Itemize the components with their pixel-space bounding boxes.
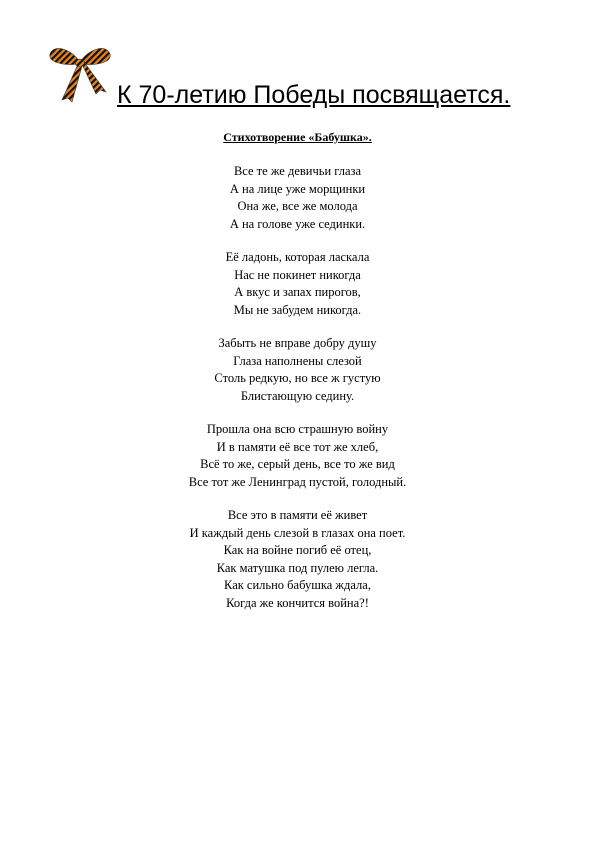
poem-line: Всё то же, серый день, все то же вид [200, 457, 395, 471]
poem-line: Как матушка под пулею легла. [216, 560, 379, 575]
poem-line: Все тот же Ленинград пустой, голодный. [188, 474, 407, 489]
poem-line: Столь редкую, но все ж густую [214, 371, 381, 385]
poem-line: Забыть не вправе добру душу [218, 336, 377, 350]
poem-stanza [0, 335, 595, 405]
poem-line: А вкус и запах пирогов, [234, 285, 361, 299]
st-george-ribbon-icon [44, 40, 116, 104]
poem-stanza [0, 163, 595, 233]
poem-line: Глаза наполнены слезой [233, 353, 362, 368]
poem-line: А на голове уже сединки. [229, 216, 366, 231]
poem-line: А на лице уже морщинки [229, 181, 366, 196]
poem-line: Все те же девичьи глаза [233, 164, 362, 178]
poem-line: Как сильно бабушка ждала, [224, 578, 371, 592]
page-title: К 70-летию Победы посвящается. [117, 81, 511, 109]
poem-line: Все это в памяти её живет [227, 508, 368, 522]
poem-line: Мы не забудем никогда. [233, 302, 362, 317]
poem-title: Стихотворение «Бабушка». [223, 130, 372, 144]
poem-line: Нас не покинет никогда [234, 267, 361, 282]
poem-line: И в памяти её все тот же хлеб, [216, 439, 379, 454]
poem-stanza [0, 249, 595, 319]
poem-stanza [0, 507, 595, 612]
poem-line: Как на войне погиб её отец, [223, 543, 372, 557]
poem-body [0, 163, 595, 628]
poem-stanza [0, 421, 595, 491]
poem-line: Когда же кончится война?! [226, 595, 369, 610]
poem-line: Она же, все же молода [237, 199, 358, 213]
poem-line: Блистающую седину. [240, 388, 355, 403]
poem-line: Прошла она всю страшную войну [206, 422, 389, 436]
poem-line: И каждый день слезой в глазах она поет. [189, 525, 406, 540]
poem-line: Её ладонь, которая ласкала [225, 250, 370, 264]
